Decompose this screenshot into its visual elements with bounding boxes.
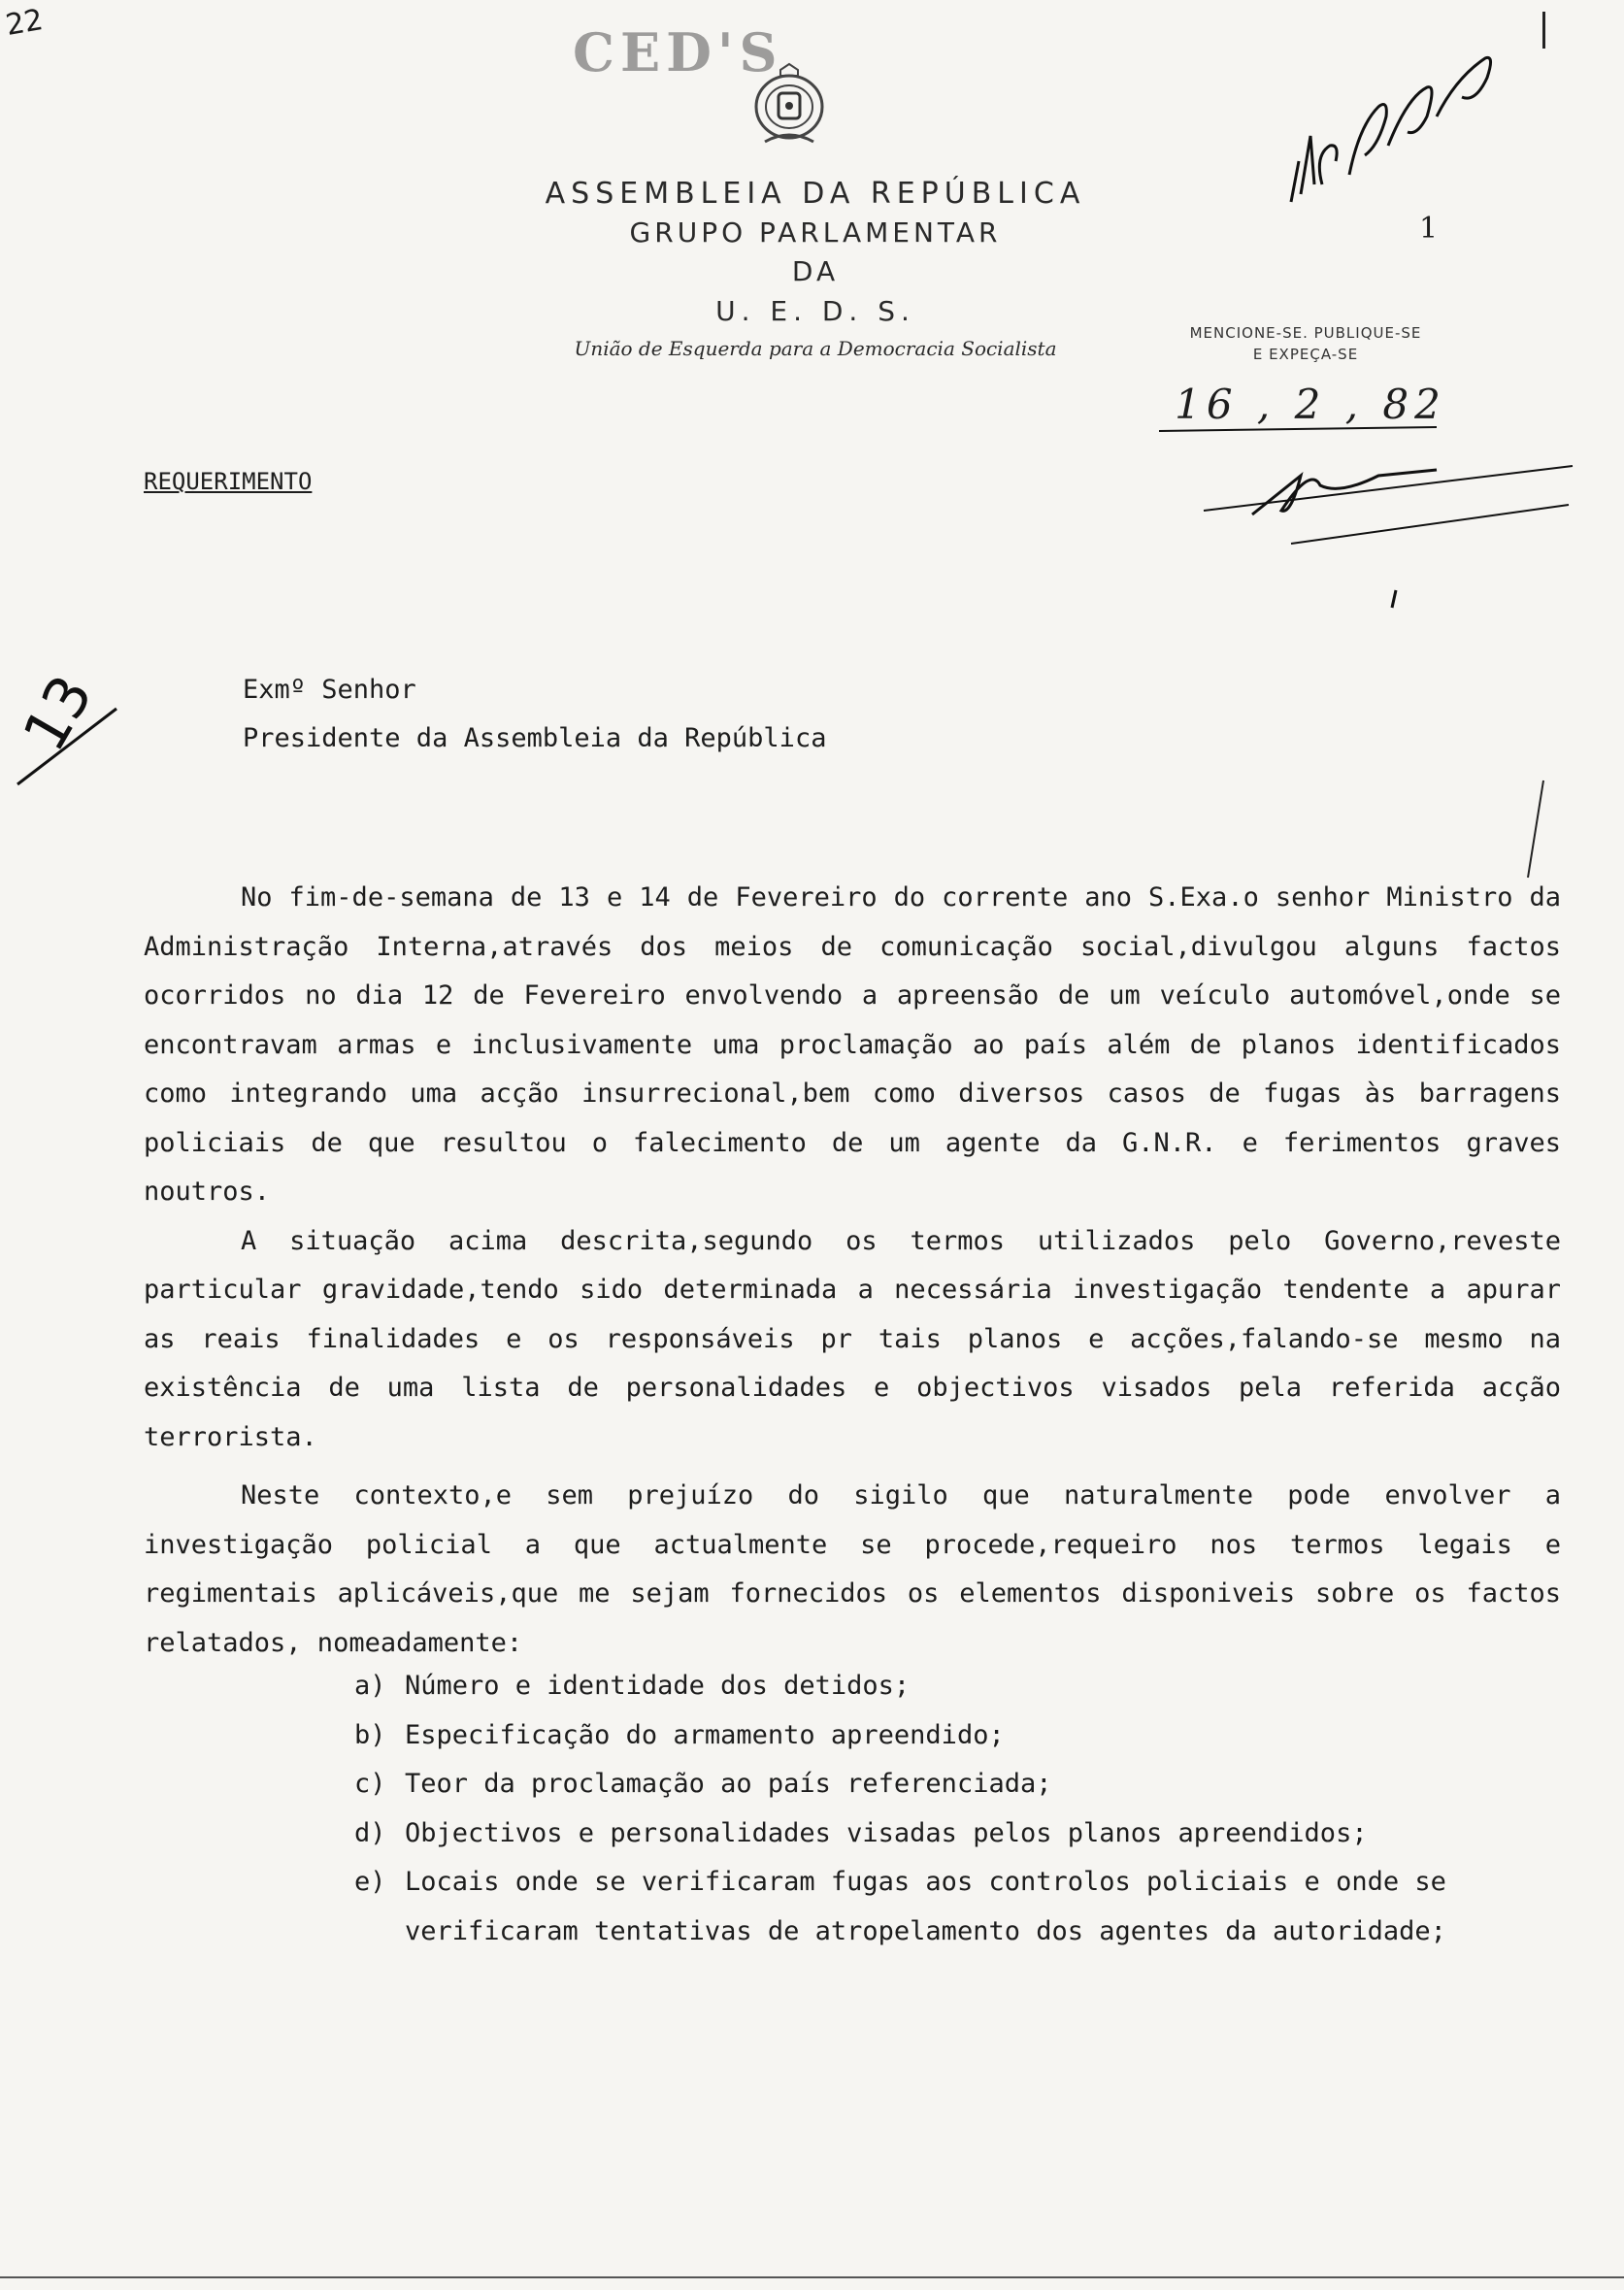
despacho-signature xyxy=(1145,417,1592,612)
despacho-date: 16 , 2 , 82 xyxy=(1175,381,1446,428)
corner-number: 22 xyxy=(3,2,46,44)
margin-stroke xyxy=(10,699,126,796)
list-item xyxy=(354,1662,1558,1711)
list-item-marker: d) xyxy=(354,1817,386,1848)
header-line-2: GRUPO PARLAMENTAR xyxy=(629,216,1002,249)
list-item-text: Número e identidade dos detidos; xyxy=(405,1671,911,1701)
addressee xyxy=(243,666,826,763)
list-item-marker: c) xyxy=(354,1769,386,1799)
letterhead xyxy=(427,175,1204,365)
despacho-text xyxy=(1175,322,1437,365)
addressee-line-1: Exmº Senhor xyxy=(243,675,416,705)
margin-number: 13 xyxy=(10,664,107,763)
top-stamp: CED'S xyxy=(573,21,783,83)
list-item xyxy=(354,1711,1558,1761)
list-item xyxy=(354,1760,1558,1809)
list-item xyxy=(354,1809,1558,1859)
list-item-text: Objectivos e personalidades visadas pelos planos apreendidos; xyxy=(405,1817,1368,1848)
page-number: 1 xyxy=(1419,212,1439,246)
paragraph-3: Neste contexto,e sem prejuízo do sigilo que naturalmente pode envolver a investigação policial a que actualmente se procede,requeiro nos termos legais e regimentais aplicáveis,que me sejam fornecidos os elementos disponiveis sobre os factos relatados, nomeadamente: xyxy=(144,1480,1561,1658)
despacho-line-1: MENCIONE-SE. PUBLIQUE-SE xyxy=(1189,324,1422,342)
list-item-marker: b) xyxy=(354,1719,386,1750)
right-margin-stroke xyxy=(1514,777,1553,883)
header-line-3: DA xyxy=(791,255,840,287)
right-edge-line xyxy=(1542,12,1545,49)
handwritten-signature-top xyxy=(1272,39,1514,204)
header-line-4: U. E. D. S. xyxy=(715,295,915,327)
list-item-marker: a) xyxy=(354,1671,386,1701)
list-item-text: Especificação do armamento apreendido; xyxy=(405,1719,1005,1750)
paragraph-2: A situação acima descrita,segundo os termos utilizados pelo Governo,reveste particular gravidade,tendo sido determinada a necessária investigação tendente a apurar as reais finalidades e os responsáveis pr tais planos e acções,falando-se mesmo na existência de uma lista de personalidades e objectivos visados pela referida acção terrorista. xyxy=(144,1225,1561,1452)
requested-items-list xyxy=(354,1662,1558,1956)
bottom-edge-line xyxy=(0,2276,1624,2278)
addressee-line-2: Presidente da Assembleia da República xyxy=(243,723,827,753)
paragraph-1: No fim-de-semana de 13 e 14 de Fevereiro do corrente ano S.Exa.o senhor Ministro da Administração Interna,através dos meios de comunicação social,divulgou alguns factos ocorridos no dia 12 de Fevereiro envolvendo a apreensão de um veículo automóvel,onde se encontravam armas e inclusivamente uma proclamação ao país além de planos identificados como integrando uma acção insurrecional,bem como diversos casos de fugas às barragens policiais de que resultou o falecimento de um agente da G.N.R. e ferimentos graves noutros. xyxy=(144,882,1561,1207)
list-item xyxy=(354,1858,1558,1956)
header-line-1: ASSEMBLEIA DA REPÚBLICA xyxy=(545,177,1086,211)
list-item-text: Teor da proclamação ao país referenciada; xyxy=(405,1769,1052,1799)
list-item-marker: e) xyxy=(354,1867,386,1897)
header-line-5: União de Esquerda para a Democracia Socialista xyxy=(574,337,1057,360)
coat-of-arms-icon xyxy=(746,60,833,148)
body-text xyxy=(144,874,1561,1668)
list-item-text: Locais onde se verificaram fugas aos controlos policiais e onde se verificaram tentativas de atropelamento dos agentes da autoridade; xyxy=(405,1867,1446,1946)
despacho-line-2: E EXPEÇA-SE xyxy=(1252,346,1359,363)
document-title: REQUERIMENTO xyxy=(144,468,313,495)
